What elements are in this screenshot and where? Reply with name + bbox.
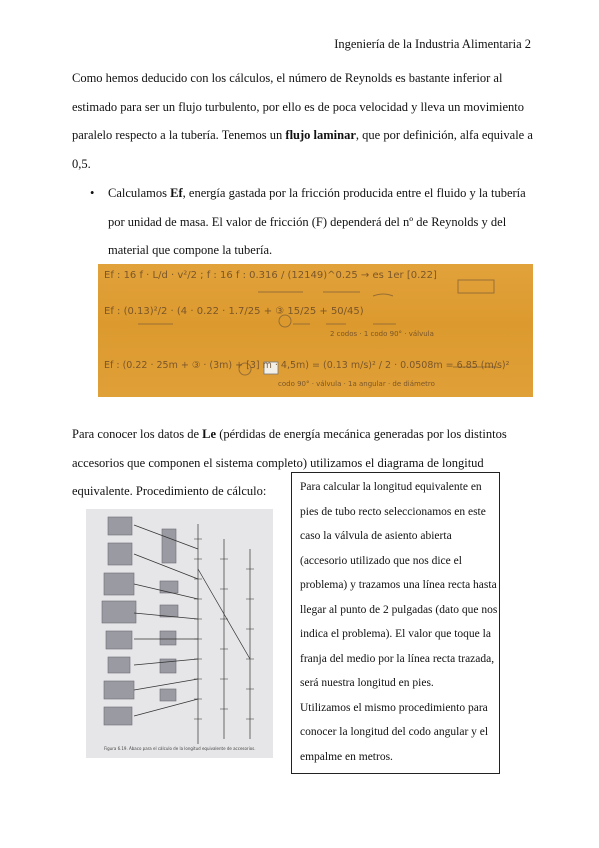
text-line: estimado para ser un flujo turbulento, por ello es de poca velocidad y lleva un movimiento [72,99,524,114]
note-line: empalme en metros. [300,750,393,763]
text-line: material que compone la tubería. [108,243,273,257]
note-line: indica el problema). El valor que toque la [300,628,491,640]
bullet-icon: • [90,186,95,200]
note-line: pies de tubo recto seleccionamos en este [300,505,486,518]
nomogram-caption: Figura 6.19. Ábaco para el cálculo de la longitud equivalente de accesorios. [104,746,256,751]
note-line: franja del medio por la línea recta trazada, [300,652,495,665]
handwritten-calculation-photo [98,264,533,397]
text-line: Como hemos deducido con los cálculos, el número de Reynolds es bastante inferior al [72,71,503,85]
text-line: por unidad de masa. El valor de fricción (F) dependerá del nº de Reynolds y del [108,214,507,229]
note-line: (accesorio utilizado que nos dice el [300,554,462,567]
text-line: Para conocer los datos de Le (pérdidas de energía mecánica generadas por los distintos [72,427,507,441]
handwritten-equation: Ef : 16 f · L/d · v²/2 ; f : 16 f : 0.316 / (12149)^0.25 → es 1er [0.22] [104,270,437,281]
equivalent-length-nomogram-photo [86,509,273,758]
paragraph-reynolds [72,64,533,178]
bullet-item-ef [90,179,530,265]
handwritten-equation: Ef : (0.22 · 25m + ③ · (3m) + [3] m · 4,5m) = (0.13 m/s)² / 2 · 0.0508m = 6.85 (m/s)² [104,360,510,371]
text-line: 0,5. [72,156,91,171]
text-line: accesorios que componen el sistema completo) utilizamos el diagrama de longitud [72,455,484,470]
bold-term: Le [202,427,217,441]
text-line: equivalente. Procedimiento de cálculo: [72,484,267,498]
handwritten-annotation: 2 codos · 1 codo 90° · válvula [330,330,434,338]
text-line: paralelo respecto a la tubería. Tenemos un flujo laminar, que por definición, alfa equivale a [72,128,533,142]
handwritten-annotation: codo 90° · válvula · 1a angular · de diámetro [278,380,435,388]
note-line: Para calcular la longitud equivalente en [300,481,482,493]
note-line: caso la válvula de asiento abierta [300,530,452,542]
note-line: problema) y trazamos una línea recta hasta [300,579,497,591]
text-line: Calculamos Ef, energía gastada por la fricción producida entre el fluido y la tubería [108,186,526,200]
note-line: conocer la longitud del codo angular y el [300,726,489,738]
bold-term: Ef [170,186,183,200]
note-line: será nuestra longitud en pies. [300,677,434,689]
page-header: Ingeniería de la Industria Alimentaria 2 [334,37,531,51]
bold-term: flujo laminar [285,128,356,142]
handwriting-strokes [98,264,533,397]
handwritten-equation: Ef : (0.13)²/2 · (4 · 0.22 · 1.7/25 + ③ 15/25 + 50/45) [104,306,364,317]
procedure-note-box [291,472,500,774]
note-line: llegar al punto de 2 pulgadas (dato que nos [300,603,498,616]
note-line: Utilizamos el mismo procedimiento para [300,701,488,714]
nomogram-drawing [86,509,273,758]
